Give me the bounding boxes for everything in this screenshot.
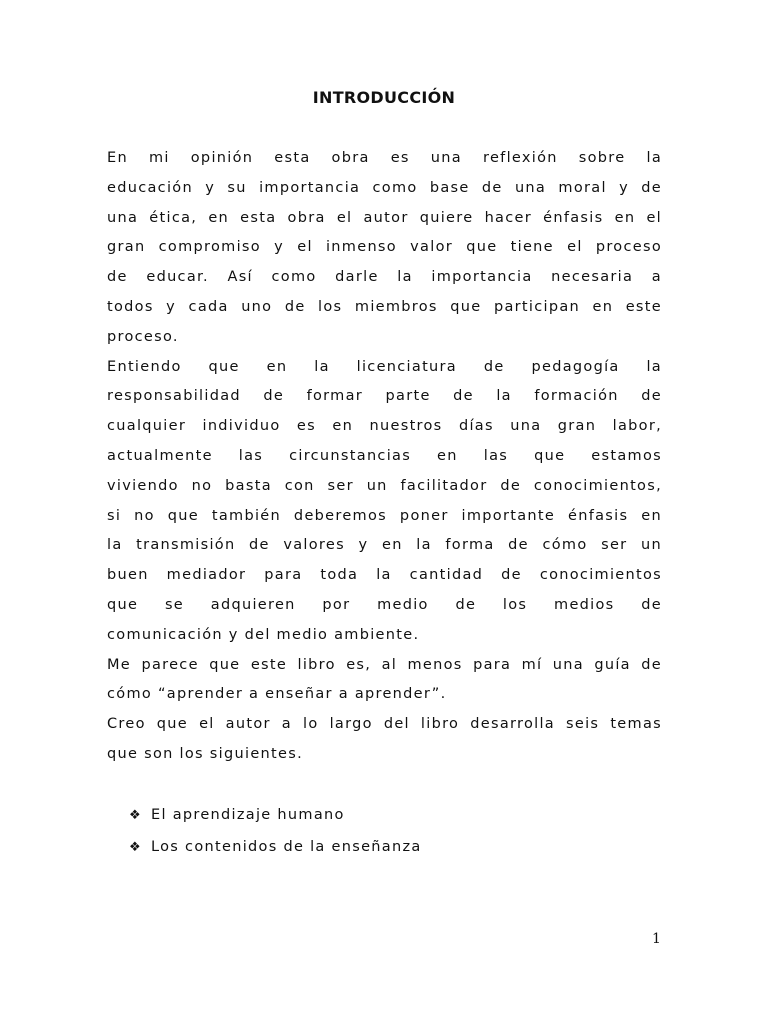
text-line: En mi opinión esta obra es una reflexión sobre la	[107, 150, 662, 166]
diamond-bullet-icon: ❖	[129, 808, 142, 823]
text-line: viviendo no basta con ser un facilitador de conocimientos,	[107, 477, 662, 494]
list-item	[129, 831, 629, 863]
text-line: Me parece que este libro es, al menos para mí una guía de	[107, 656, 662, 673]
text-line: buen mediador para toda la cantidad de conocimientos	[107, 567, 662, 584]
text-line: actualmente las circunstancias en las que estamos	[107, 447, 662, 464]
page-title: INTRODUCCIÓN	[312, 88, 456, 107]
list-item-label: Los contenidos de la enseñanza	[151, 839, 422, 855]
text-line: comunicación y del medio ambiente.	[107, 626, 420, 643]
text-line: una ética, en esta obra el autor quiere hacer énfasis en el	[107, 209, 662, 226]
text-line: cualquier individuo es en nuestros días una gran labor,	[107, 418, 662, 435]
topic-list	[129, 799, 629, 863]
text-line: que se adquieren por medio de los medios de	[107, 596, 662, 613]
list-item	[129, 799, 629, 831]
text-line: responsabilidad de formar parte de la formación de	[107, 388, 662, 405]
list-item-label: El aprendizaje humano	[151, 807, 345, 823]
diamond-bullet-icon: ❖	[129, 840, 142, 855]
text-line: educación y su importancia como base de una moral y de	[107, 179, 662, 196]
text-line: todos y cada uno de los miembros que participan en este	[107, 298, 662, 315]
text-line: de educar. Así como darle la importancia necesaria a	[107, 269, 662, 286]
page-number: 1	[652, 931, 661, 947]
body-text	[107, 144, 662, 770]
text-line: la transmisión de valores y en la forma de cómo ser un	[107, 537, 662, 554]
text-line: que son los siguientes.	[107, 745, 303, 762]
text-line: cómo “aprender a enseñar a aprender”.	[107, 686, 447, 703]
text-line: proceso.	[107, 328, 179, 345]
text-line: Entiendo que en la licenciatura de pedagogía la	[107, 358, 662, 375]
text-line: si no que también deberemos poner importante énfasis en	[107, 507, 662, 524]
text-line: Creo que el autor a lo largo del libro desarrolla seis temas	[107, 716, 662, 733]
text-line: gran compromiso y el inmenso valor que tiene el proceso	[107, 239, 662, 256]
